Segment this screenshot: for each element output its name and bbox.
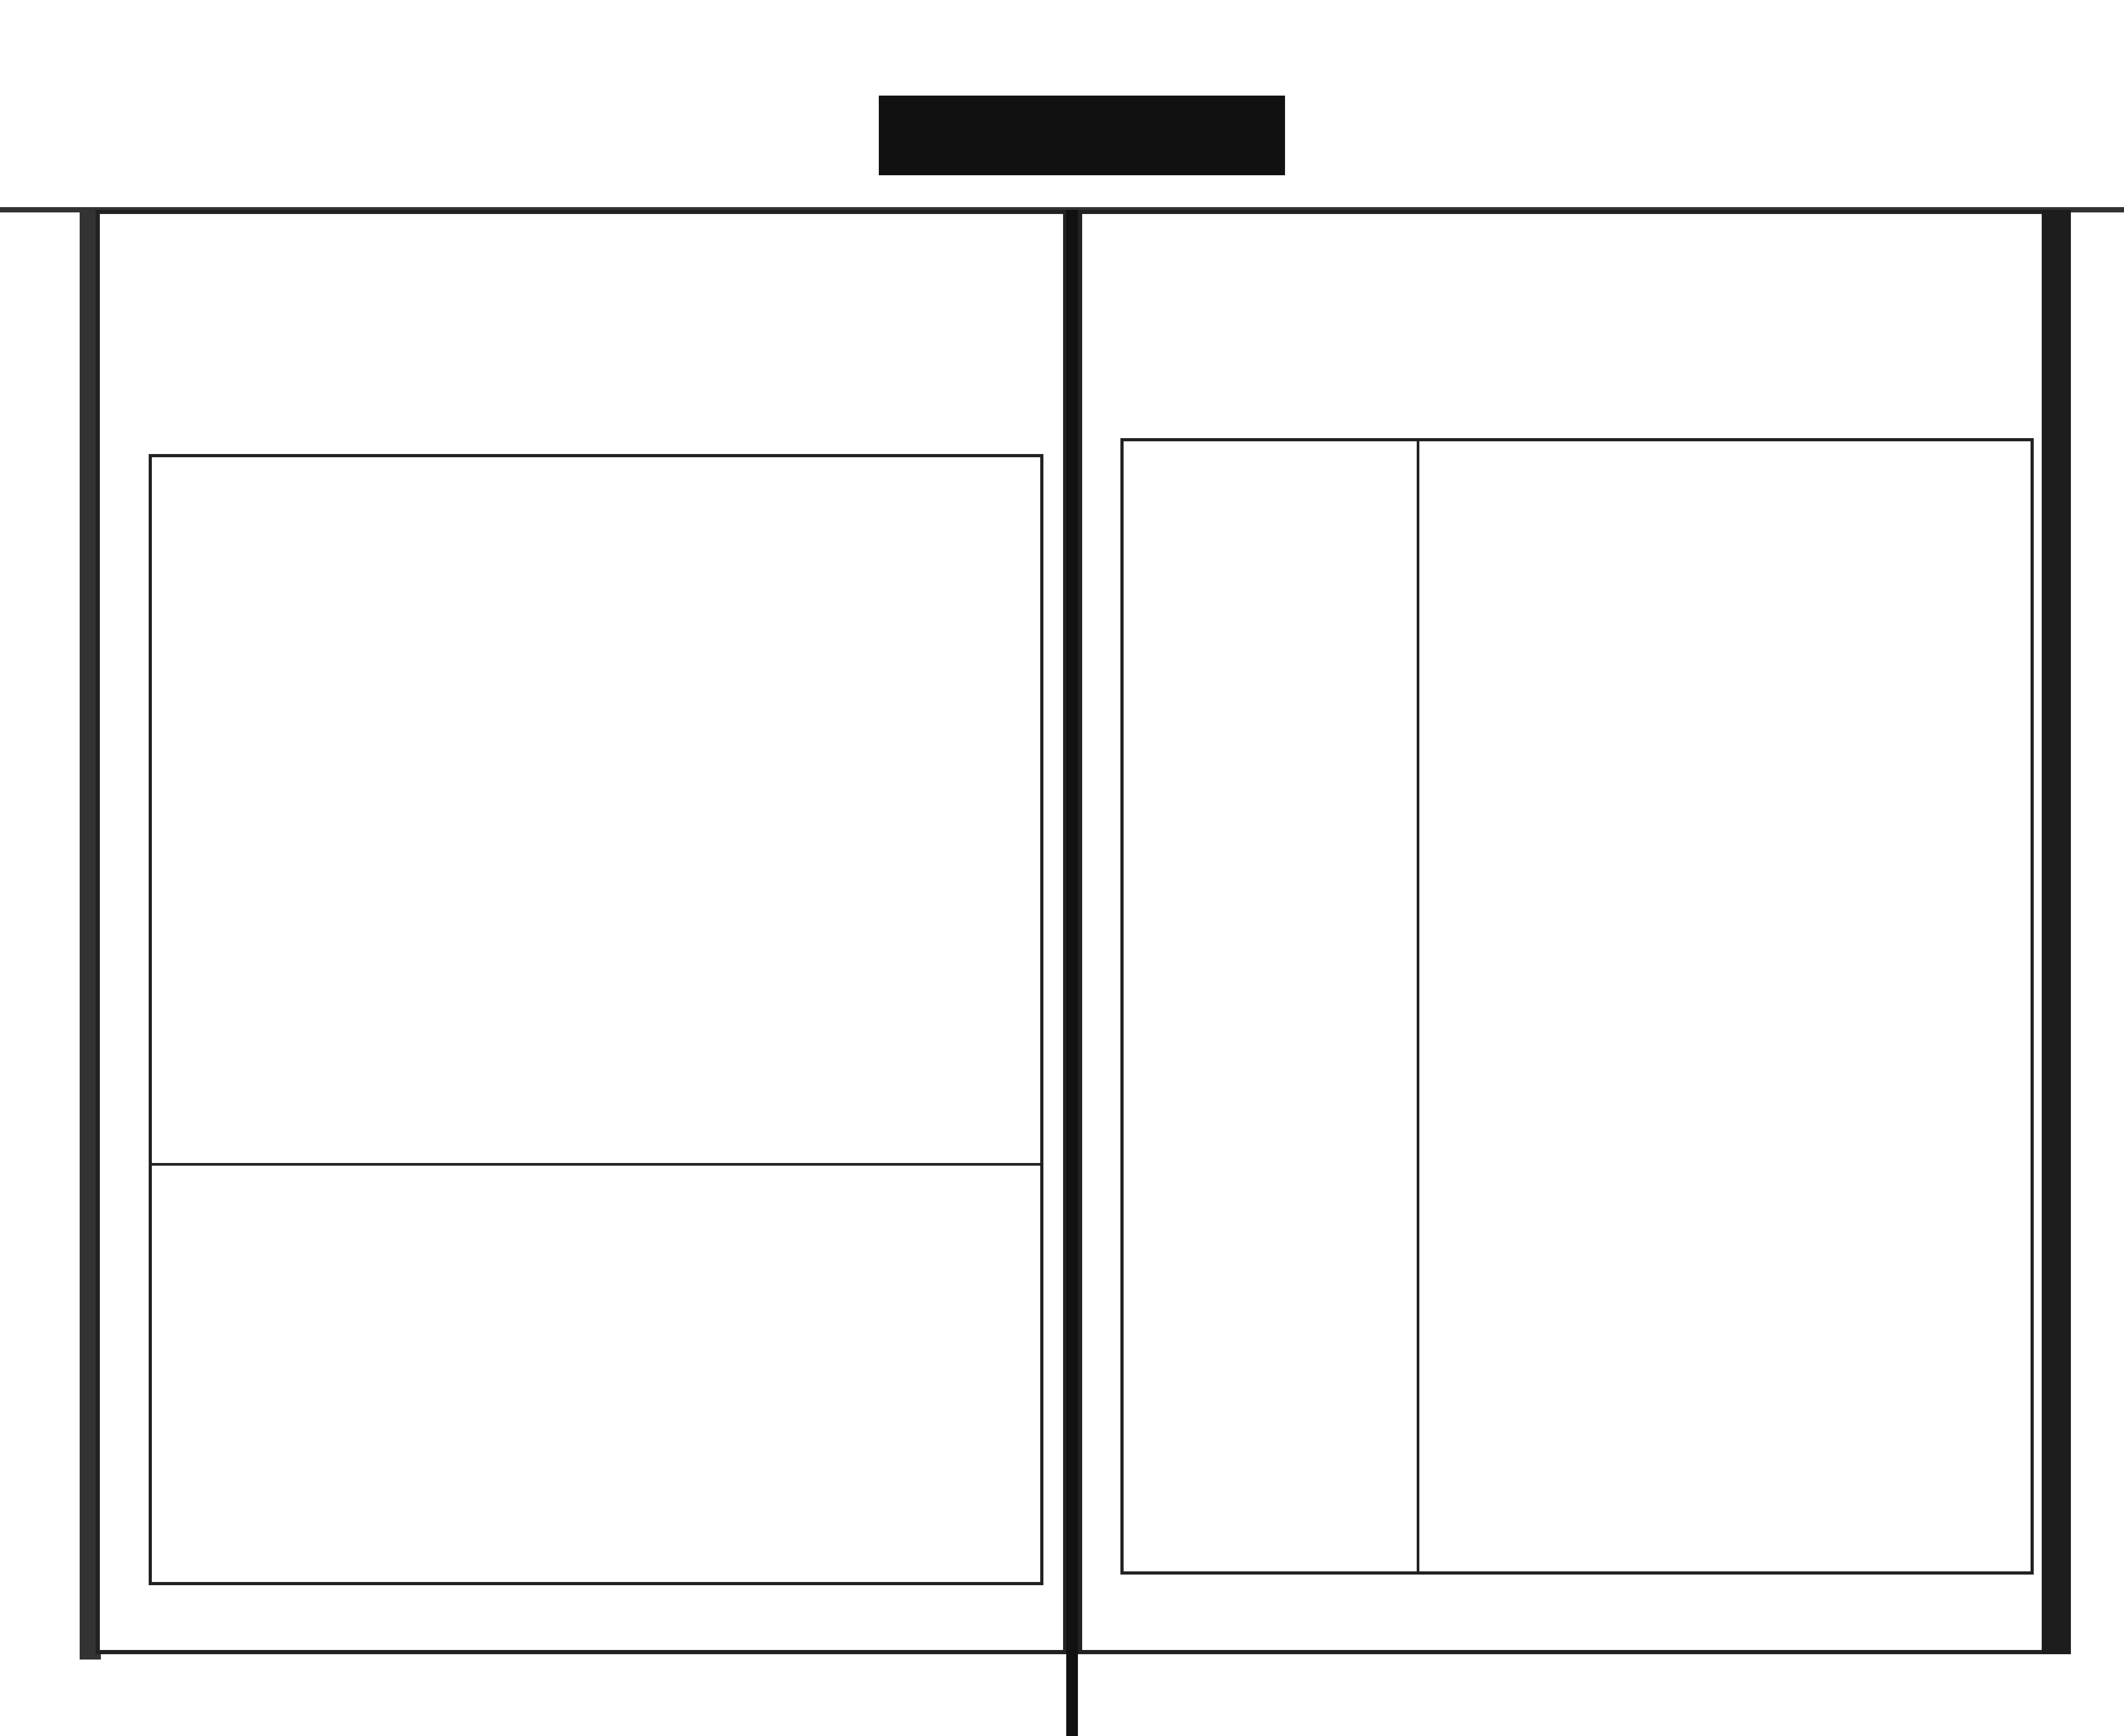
right-fore-edge: [2042, 210, 2071, 1654]
right-frame-divider: [1417, 438, 1419, 1575]
right-text-frame: [1120, 438, 2034, 1575]
left-frame-divider: [149, 1163, 1043, 1166]
book-gutter: [1066, 210, 1078, 1736]
day-night-diagram: [353, 462, 1043, 1152]
archive-label: [879, 96, 1285, 175]
